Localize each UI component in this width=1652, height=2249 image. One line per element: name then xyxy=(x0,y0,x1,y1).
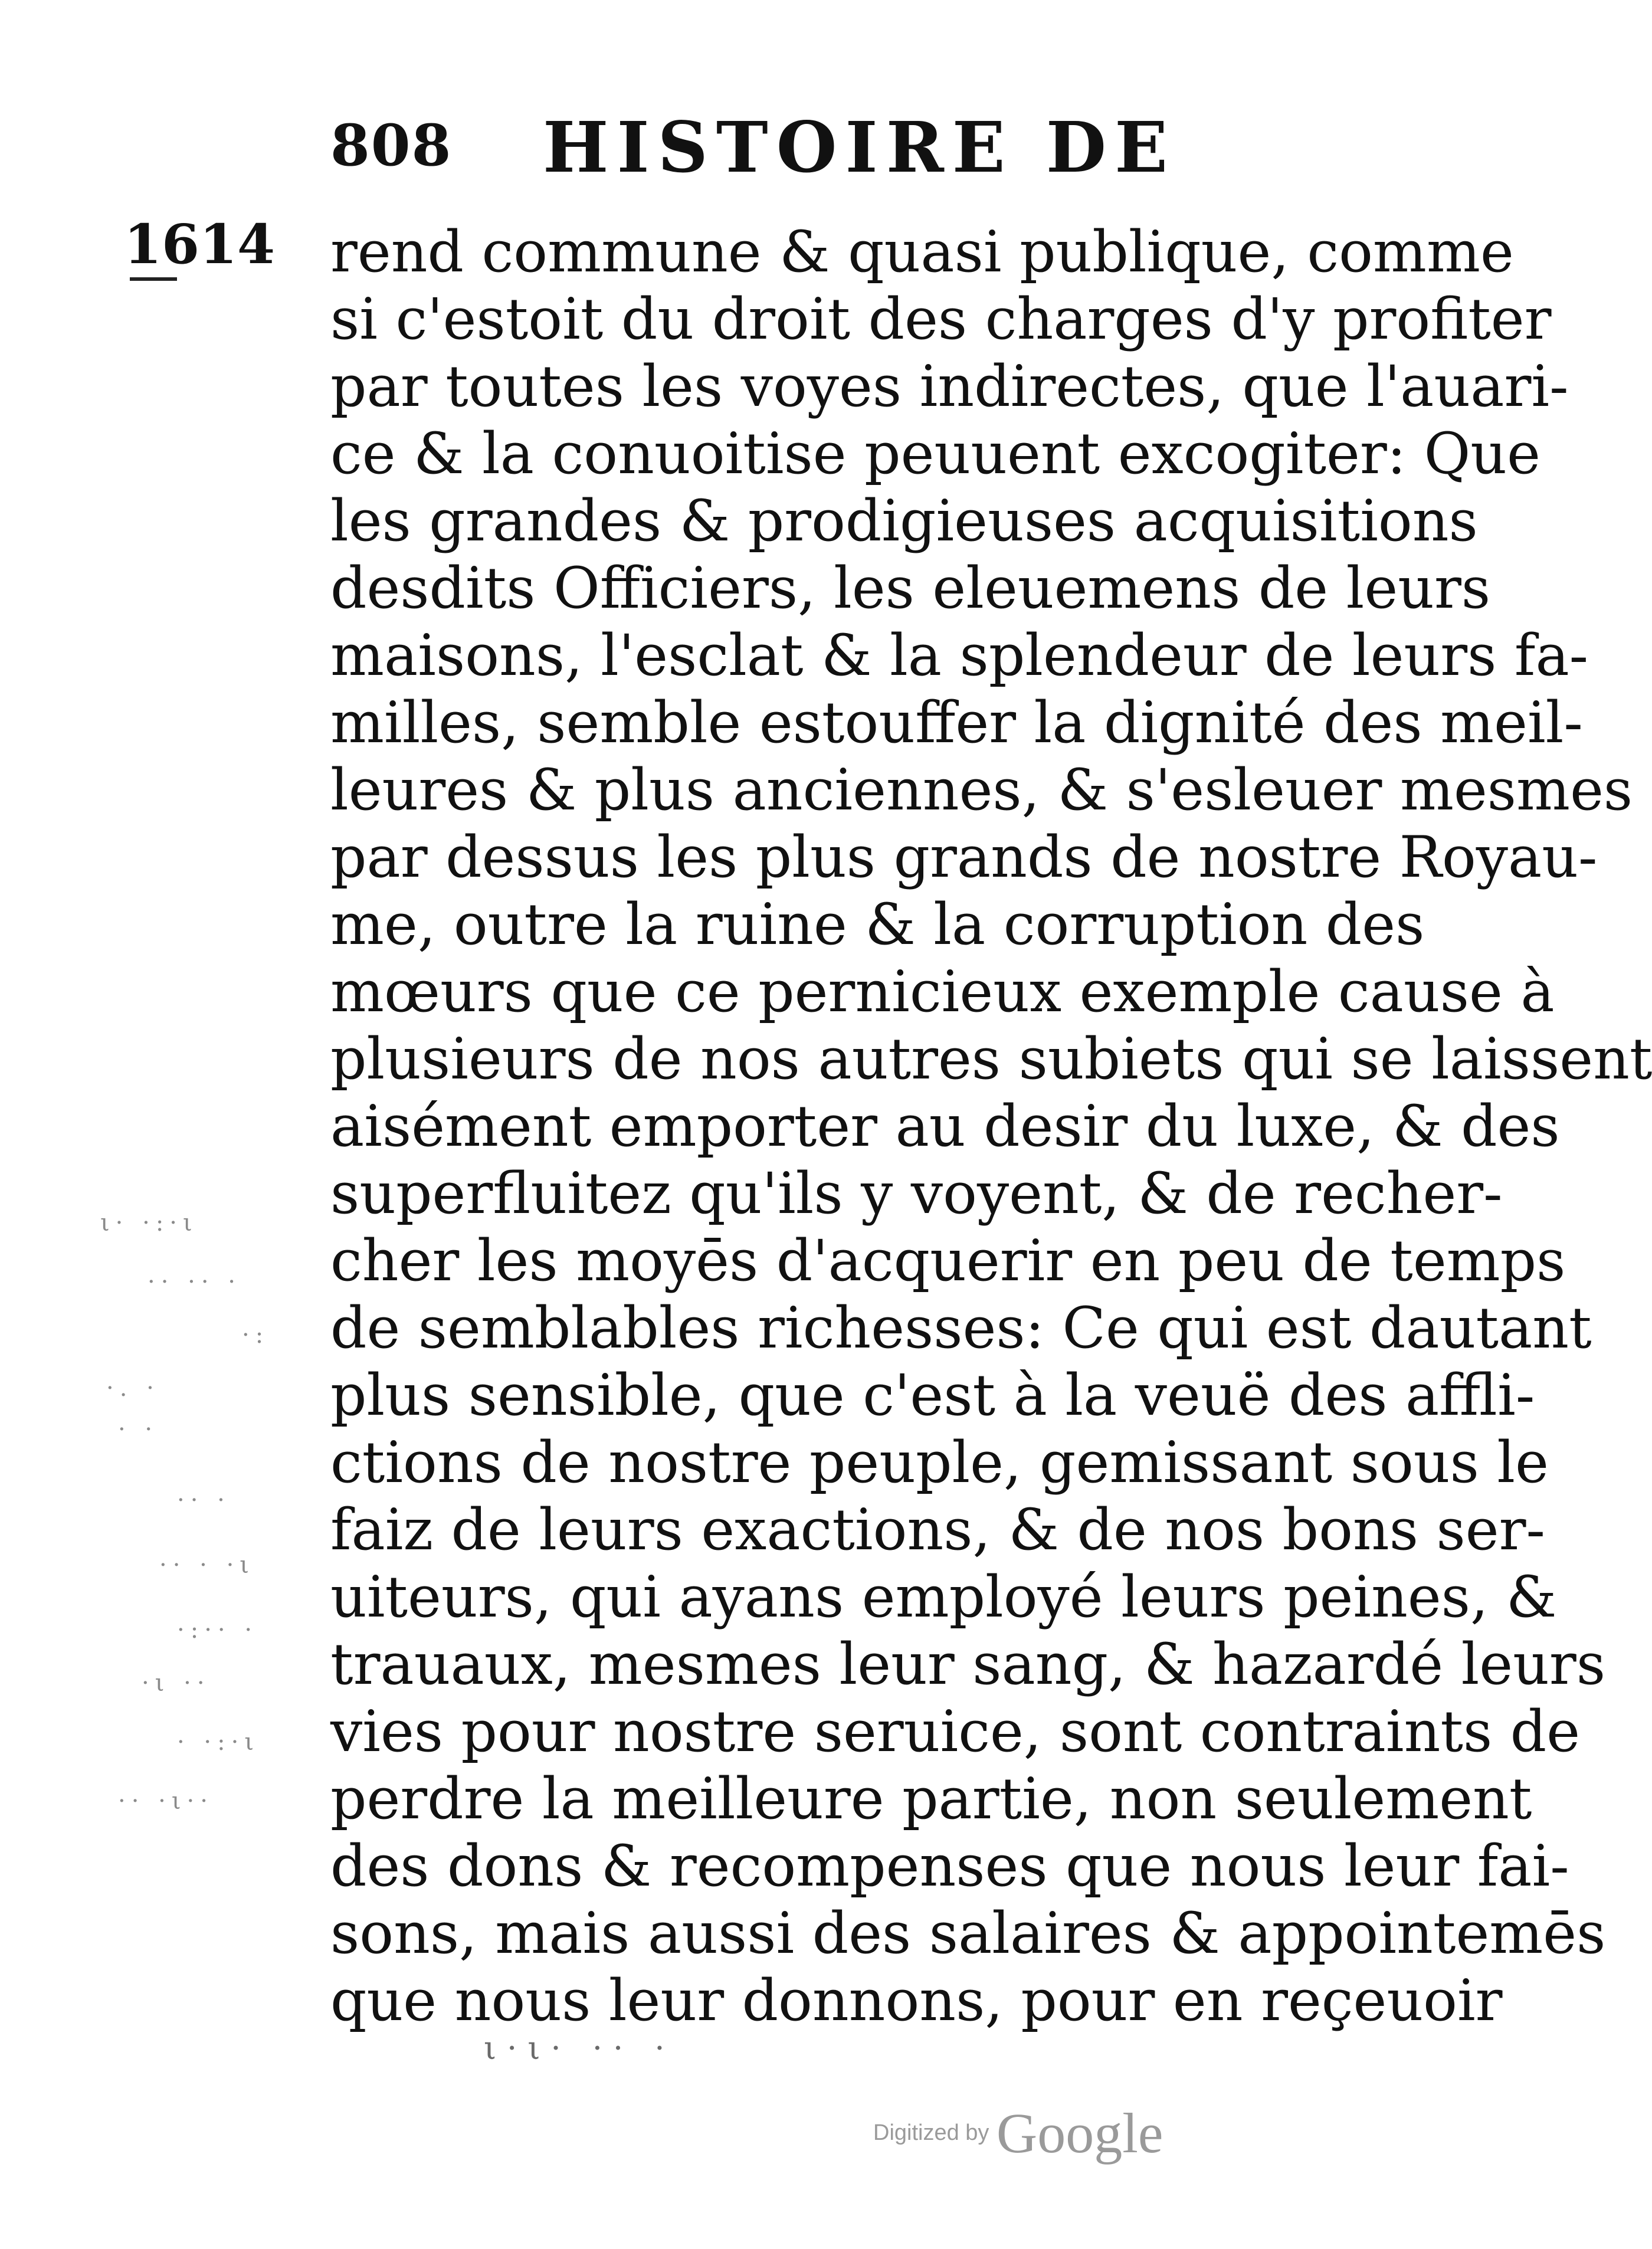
text-line: aisément emporter au desir du luxe, & des xyxy=(330,1093,1560,1159)
margin-mark: ·· · ·ι xyxy=(159,1552,255,1579)
margin-year-note: 1614 xyxy=(124,212,276,276)
margin-year-underline xyxy=(130,277,177,281)
margin-mark: ·· · xyxy=(177,1487,231,1514)
body-text xyxy=(330,218,1652,2034)
text-line: maisons, l'esclat & la splendeur de leurs fa- xyxy=(330,622,1589,689)
running-title: HISTOIRE DE xyxy=(543,106,1176,188)
text-line: milles, semble estouffer la dignité des meil- xyxy=(330,690,1583,756)
text-line: desdits Officiers, les eleuemens de leurs xyxy=(330,555,1491,621)
page-number: 808 xyxy=(330,112,453,179)
text-line: par toutes les voyes indirectes, que l'auari- xyxy=(330,353,1569,419)
digitization-watermark xyxy=(873,2100,1163,2166)
text-line: mœurs que ce pernicieux exemple cause à xyxy=(330,959,1555,1025)
text-line: me, outre la ruine & la corruption des xyxy=(330,891,1425,958)
text-line: des dons & recompenses que nous leur fai- xyxy=(330,1833,1569,1899)
margin-mark: ι· ·:·ι xyxy=(100,1209,198,1237)
text-line: plus sensible, que c'est à la veuë des affli- xyxy=(330,1362,1535,1428)
margin-mark: ·. · xyxy=(106,1375,160,1402)
text-line: que nous leur donnons, pour en reçeuoir xyxy=(330,1968,1503,2034)
margin-mark: · ·:·ι xyxy=(177,1729,260,1756)
watermark-prefix: Digitized by xyxy=(873,2120,989,2145)
watermark-logo: Google xyxy=(996,2102,1163,2165)
text-line: par dessus les plus grands de nostre Royau- xyxy=(330,824,1598,890)
text-line: rend commune & quasi publique, comme xyxy=(330,219,1514,285)
text-line: sons, mais aussi des salaires & appointemēs xyxy=(330,1900,1606,1966)
text-line: superfluitez qu'ils y voyent, & de recher- xyxy=(330,1160,1503,1227)
text-line: ce & la conuoitise peuuent excogiter: Que xyxy=(330,421,1540,487)
margin-mark: ·:·· · xyxy=(177,1617,258,1644)
text-line: uiteurs, qui ayans employé leurs peines, & xyxy=(330,1564,1557,1630)
text-line: cher les moyēs d'acquerir en peu de temps xyxy=(330,1228,1566,1294)
text-line: de semblables richesses: Ce qui est dautant xyxy=(330,1295,1592,1361)
margin-mark: · · xyxy=(118,1416,159,1443)
page-header xyxy=(330,106,1251,195)
text-line: les grandes & prodigieuses acquisitions xyxy=(330,488,1478,554)
margin-mark: ·· ·ι·· xyxy=(118,1788,214,1815)
bottom-bleed-marks: ι·ι· ·· · xyxy=(484,2030,676,2067)
text-line: leures & plus anciennes, & s'esleuer mesmes xyxy=(330,757,1633,823)
text-line: perdre la meilleure partie, non seulement xyxy=(330,1766,1532,1832)
text-line: trauaux, mesmes leur sang, & hazardé leurs xyxy=(330,1631,1606,1697)
text-line: faiz de leurs exactions, & de nos bons ser- xyxy=(330,1497,1545,1563)
margin-mark: ·ι ·· xyxy=(142,1670,211,1697)
margin-mark: ·: xyxy=(242,1322,270,1349)
margin-mark: ·· ·· · xyxy=(148,1268,242,1296)
text-line: ctions de nostre peuple, gemissant sous le xyxy=(330,1430,1549,1496)
text-line: vies pour nostre seruice, sont contraints de xyxy=(330,1699,1581,1765)
text-line: plusieurs de nos autres subiets qui se laissent xyxy=(330,1026,1652,1092)
text-line: si c'estoit du droit des charges d'y profiter xyxy=(330,286,1552,352)
